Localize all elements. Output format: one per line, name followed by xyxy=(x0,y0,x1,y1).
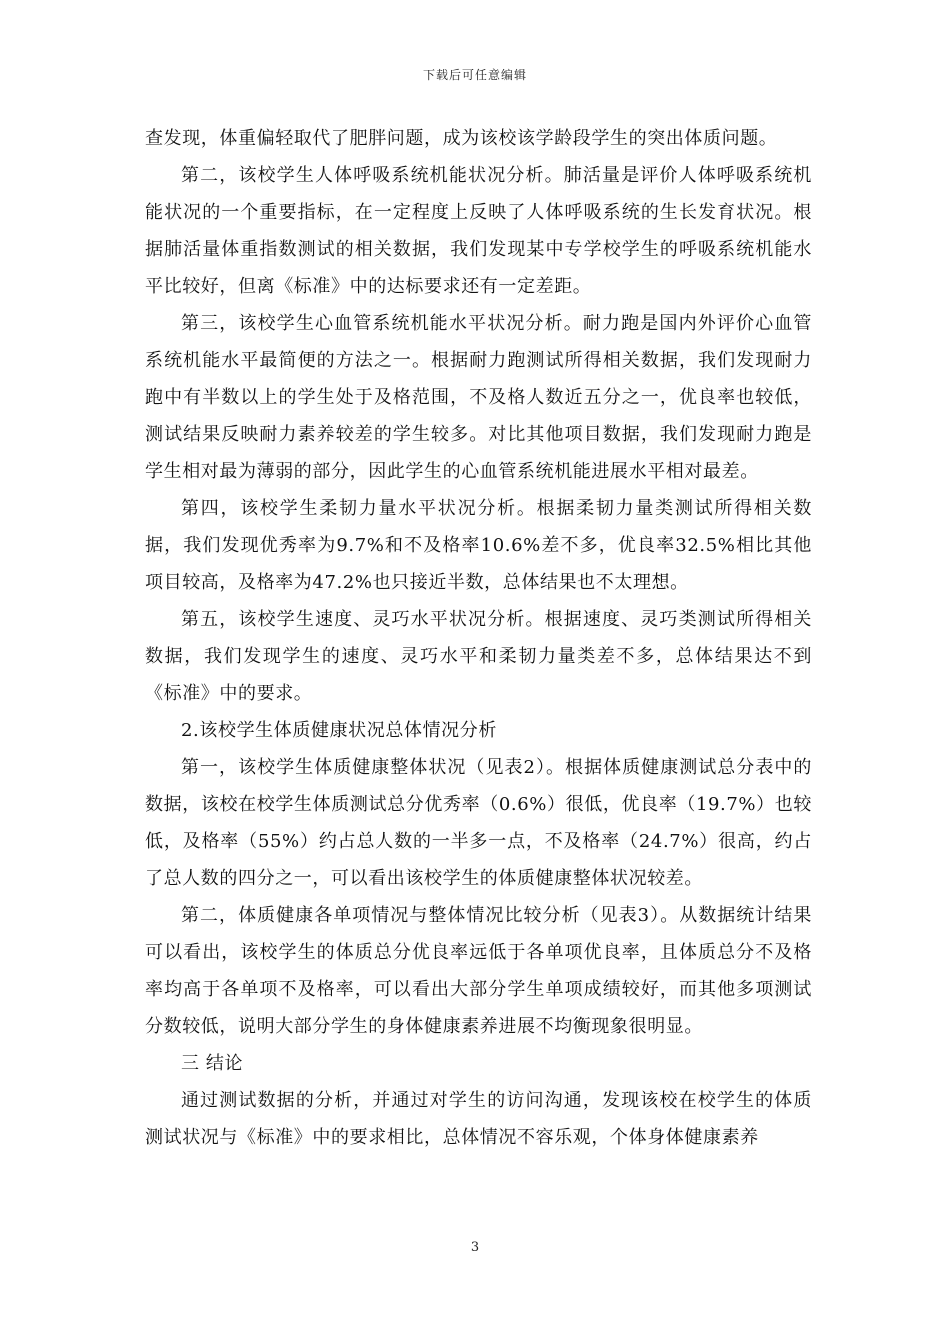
document-body xyxy=(145,120,812,1156)
paragraph-speed-agility: 第五，该校学生速度、灵巧水平状况分析。根据速度、灵巧类测试所得相关数据，我们发现学生的速度、灵巧水平和柔韧力量类差不多，总体结果达不到《标准》中的要求。 xyxy=(145,609,812,704)
paragraph-respiratory-system: 第二，该校学生人体呼吸系统机能状况分析。肺活量是评价人体呼吸系统机能状况的一个重要指标，在一定程度上反映了人体呼吸系统的生长发育状况。根据肺活量体重指数测试的相关数据，我们发现某中专学校学生的呼吸系统机能水平比较好，但离《标准》中的达标要求还有一定差距。 xyxy=(145,165,812,297)
section-heading-overall-analysis: 2.该校学生体质健康状况总体情况分析 xyxy=(181,720,497,741)
paragraph-comparison-analysis: 第二，体质健康各单项情况与整体情况比较分析（见表3）。从数据统计结果可以看出，该校学生的体质总分优良率远低于各单项优良率，且体质总分不及格率均高于各单项不及格率，可以看出大部分学生单项成绩较好，而其他多项测试分数较低，说明大部分学生的身体健康素养进展不均衡现象很明显。 xyxy=(145,905,812,1037)
page-header: 下载后可任意编辑 xyxy=(422,68,527,82)
paragraph-flexibility-strength: 第四，该校学生柔韧力量水平状况分析。根据柔韧力量类测试所得相关数据，我们发现优秀率为9.7%和不及格率10.6%差不多，优良率32.5%相比其他项目较高，及格率为47.2%也只接近半数，总体结果也不太理想。 xyxy=(145,498,812,593)
paragraph-conclusion: 通过测试数据的分析，并通过对学生的访问沟通，发现该校在校学生的体质测试状况与《标准》中的要求相比，总体情况不容乐观，个体身体健康素养 xyxy=(145,1090,812,1148)
section-heading-conclusion: 三 结论 xyxy=(181,1053,244,1074)
paragraph-cardiovascular-system: 第三，该校学生心血管系统机能水平状况分析。耐力跑是国内外评价心血管系统机能水平最简便的方法之一。根据耐力跑测试所得相关数据，我们发现耐力跑中有半数以上的学生处于及格范围，不及格人数近五分之一，优良率也较低，测试结果反映耐力素养较差的学生较多。对比其他项目数据，我们发现耐力跑是学生相对最为薄弱的部分，因此学生的心血管系统机能进展水平相对最差。 xyxy=(145,313,812,482)
paragraph-overall-status: 第一，该校学生体质健康整体状况（见表2）。根据体质健康测试总分表中的数据，该校在校学生体质测试总分优秀率（0.6%）很低，优良率（19.7%）也较低，及格率（55%）约占总人数的一半多一点，不及格率（24.7%）很高，约占了总人数的四分之一，可以看出该校学生的体质健康整体状况较差。 xyxy=(145,757,812,889)
paragraph-continued: 查发现，体重偏轻取代了肥胖问题，成为该校该学龄段学生的突出体质问题。 xyxy=(145,128,778,149)
page-number: 3 xyxy=(470,1240,480,1255)
